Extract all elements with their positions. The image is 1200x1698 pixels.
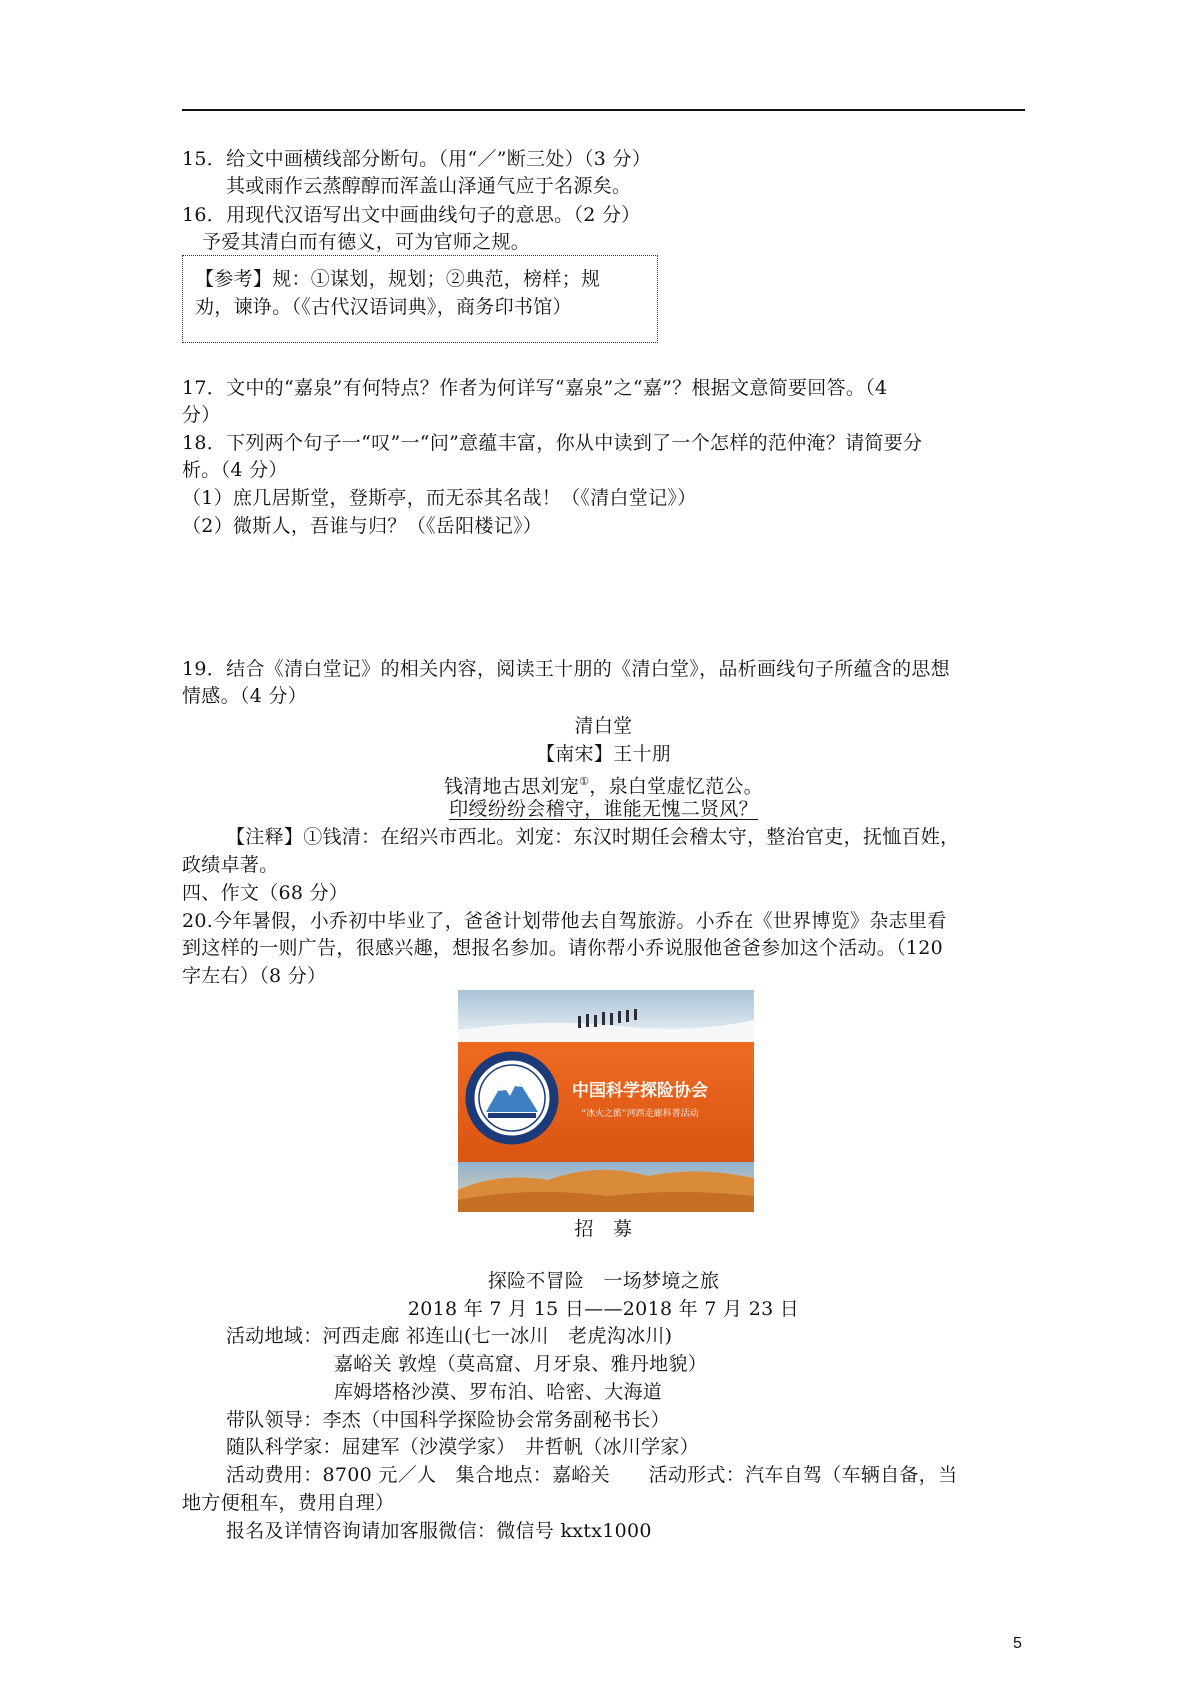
- q16-text: 予爱其清白而有德义，可为官师之规。: [202, 231, 531, 253]
- q18-line-2: 析。（4 分）: [182, 459, 288, 481]
- q20-line-3: 字左右）（8 分）: [182, 965, 327, 987]
- poem-line-1: [182, 769, 1025, 799]
- recruitment-ad-image: [458, 990, 754, 1212]
- q18-item-1: （1）庶几居斯堂，登斯亭，而无忝其名哉！（《清白堂记》）: [182, 487, 697, 509]
- ref-line-1: 【参考】规：①谋划，规划；②典范，榜样；规: [195, 268, 601, 290]
- reference-box: [182, 255, 658, 343]
- ad-region-3: 库姆塔格沙漠、罗布泊、哈密、大海道: [334, 1381, 663, 1403]
- ad-org-name: 中国科学探险协会: [572, 1081, 708, 1101]
- ad-dates: 2018 年 7 月 15 日——2018 年 7 月 23 日: [407, 1298, 800, 1320]
- ad-caption: 招 募: [574, 1218, 633, 1240]
- ad-contact: 报名及详情咨询请加客服微信：微信号 kxtx1000: [226, 1520, 652, 1542]
- q15-text: 其或雨作云蒸醇醇而浑盖山泽通气应于名源矣。: [226, 175, 632, 197]
- q19-line-2: 情感。（4 分）: [182, 685, 308, 707]
- ad-cost-line-1: 活动费用：8700 元／人 集合地点：嘉峪关 活动形式：汽车自驾（车辆自备，当: [226, 1464, 958, 1486]
- ad-leader: 带队领导：李杰（中国科学探险协会常务副秘书长）: [226, 1409, 670, 1431]
- header-rule: [182, 109, 1025, 111]
- q18-line-1: 18．下列两个句子一“叹”一“问”意蕴丰富，你从中读到了一个怎样的范仲淹？请简要分: [182, 432, 923, 454]
- q16-title: 16．用现代汉语写出文中画曲线句子的意思。（2 分）: [182, 204, 641, 226]
- footnote-marker: ①: [579, 775, 590, 788]
- association-emblem: [468, 1054, 556, 1142]
- ad-cost-line-2: 地方便租车，费用自理）: [182, 1492, 395, 1514]
- ad-region-1: 活动地域：河西走廊 祁连山(七一冰川 老虎沟冰川): [226, 1325, 673, 1347]
- q15-title: 15．给文中画横线部分断句。（用“／”断三处）（3 分）: [182, 148, 652, 170]
- poem-line-2: 印绶纷纷会稽守，谁能无愧二贤风？: [449, 798, 758, 820]
- q17-line-2: 分）: [182, 404, 221, 426]
- poem-title: 清白堂: [574, 715, 633, 737]
- poem-author: 【南宋】王十朋: [535, 743, 672, 765]
- ref-line-2: 劝，谏诤。（《古代汉语词典》，商务印书馆）: [195, 296, 572, 318]
- ad-slogan: 探险不冒险 一场梦境之旅: [487, 1270, 720, 1292]
- q19-line-1: 19．结合《清白堂记》的相关内容，阅读王十朋的《清白堂》，品析画线句子所蕴含的思想: [182, 658, 950, 680]
- poem-line-1a: 钱清地古思刘宠: [444, 775, 580, 798]
- ad-scientists: 随队科学家：屈建军（沙漠学家） 井哲帆（冰川学家）: [226, 1436, 700, 1458]
- q17-line-1: 17．文中的“嘉泉”有何特点？作者为何详写“嘉泉”之“嘉”？根据文意简要回答。（4: [182, 377, 888, 399]
- ad-region-2: 嘉峪关 敦煌（莫高窟、月牙泉、雅丹地貌）: [334, 1353, 708, 1375]
- poem-line-1b: ，泉白堂虚忆范公。: [589, 775, 763, 798]
- q18-item-2: （2）微斯人，吾谁与归？（《岳阳楼记》）: [182, 515, 543, 537]
- poem-line-2-wrap: [182, 796, 1025, 822]
- q20-line-2: 到这样的一则广告，很感兴趣，想报名参加。请你帮小乔说服他爸爸参加这个活动。（120: [182, 937, 944, 959]
- section-4-heading: 四、作文（68 分）: [182, 882, 349, 904]
- note-line-2: 政绩卓著。: [182, 854, 279, 876]
- ad-subtitle: “冰火之旅”河西走廊科普活动: [581, 1109, 699, 1119]
- q20-line-1: 20.今年暑假，小乔初中毕业了，爸爸计划带他去自驾旅游。小乔在《世界博览》杂志里看: [182, 910, 947, 932]
- page-number: 5: [1013, 1635, 1022, 1652]
- note-line-1: 【注释】①钱清：在绍兴市西北。刘宠：东汉时期任会稽太守，整治官吏，抚恤百姓，: [226, 826, 960, 848]
